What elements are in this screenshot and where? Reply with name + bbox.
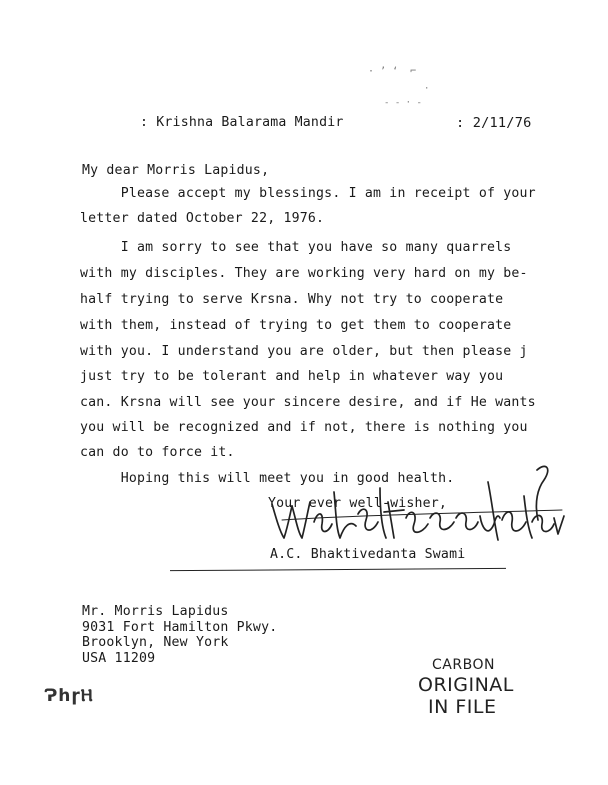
body-line: Hoping this will meet you in good health. — [80, 471, 455, 486]
body-line: can. Krsna will see your sincere desire, and if He wants — [80, 395, 536, 410]
closing-line: Your ever well-wisher, — [268, 496, 448, 511]
date-line: : 2/11/76 — [456, 115, 532, 131]
signature — [262, 462, 582, 560]
body-line: letter dated October 22, 1976. — [80, 211, 325, 226]
body-line: you will be recognized and if not, there is nothing you — [80, 420, 528, 435]
signature-rule — [170, 568, 506, 571]
address-line: 9031 Fort Hamilton Pkwy. — [82, 620, 278, 635]
salutation: My dear Morris Lapidus, — [82, 163, 270, 178]
address-line: Brooklyn, New York — [82, 635, 229, 650]
ref-number: ɁһɼⲎ — [44, 686, 94, 706]
body-line: with you. I understand you are older, but then please j — [80, 344, 528, 359]
body-line: I am sorry to see that you have so many quarrels — [80, 240, 512, 255]
in-file-stamp: IN FILE — [428, 696, 497, 718]
address-line: Mr. Morris Lapidus — [82, 604, 229, 619]
body-line: with my disciples. They are working very hard on my be- — [80, 266, 528, 281]
location-line: : Krishna Balarama Mandir — [140, 115, 344, 130]
mid-scribble: · — [424, 84, 430, 94]
body-line: can do to force it. — [80, 445, 235, 460]
signer-name: A.C. Bhaktivedanta Swami — [270, 547, 466, 562]
body-line: just try to be tolerant and help in whatever way you — [80, 369, 504, 384]
top-scribble: · ’ ‘ ⌐ — [368, 66, 417, 77]
carbon-stamp: CARBON — [432, 657, 495, 673]
low-scribble: - - · - — [384, 98, 422, 108]
body-line: Please accept my blessings. I am in receipt of your — [80, 186, 536, 201]
address-line: USA 11209 — [82, 651, 156, 666]
body-line: half trying to serve Krsna. Why not try to cooperate — [80, 292, 504, 307]
body-line: with them, instead of trying to get them to cooperate — [80, 318, 512, 333]
original-stamp: ORIGINAL — [418, 674, 514, 696]
